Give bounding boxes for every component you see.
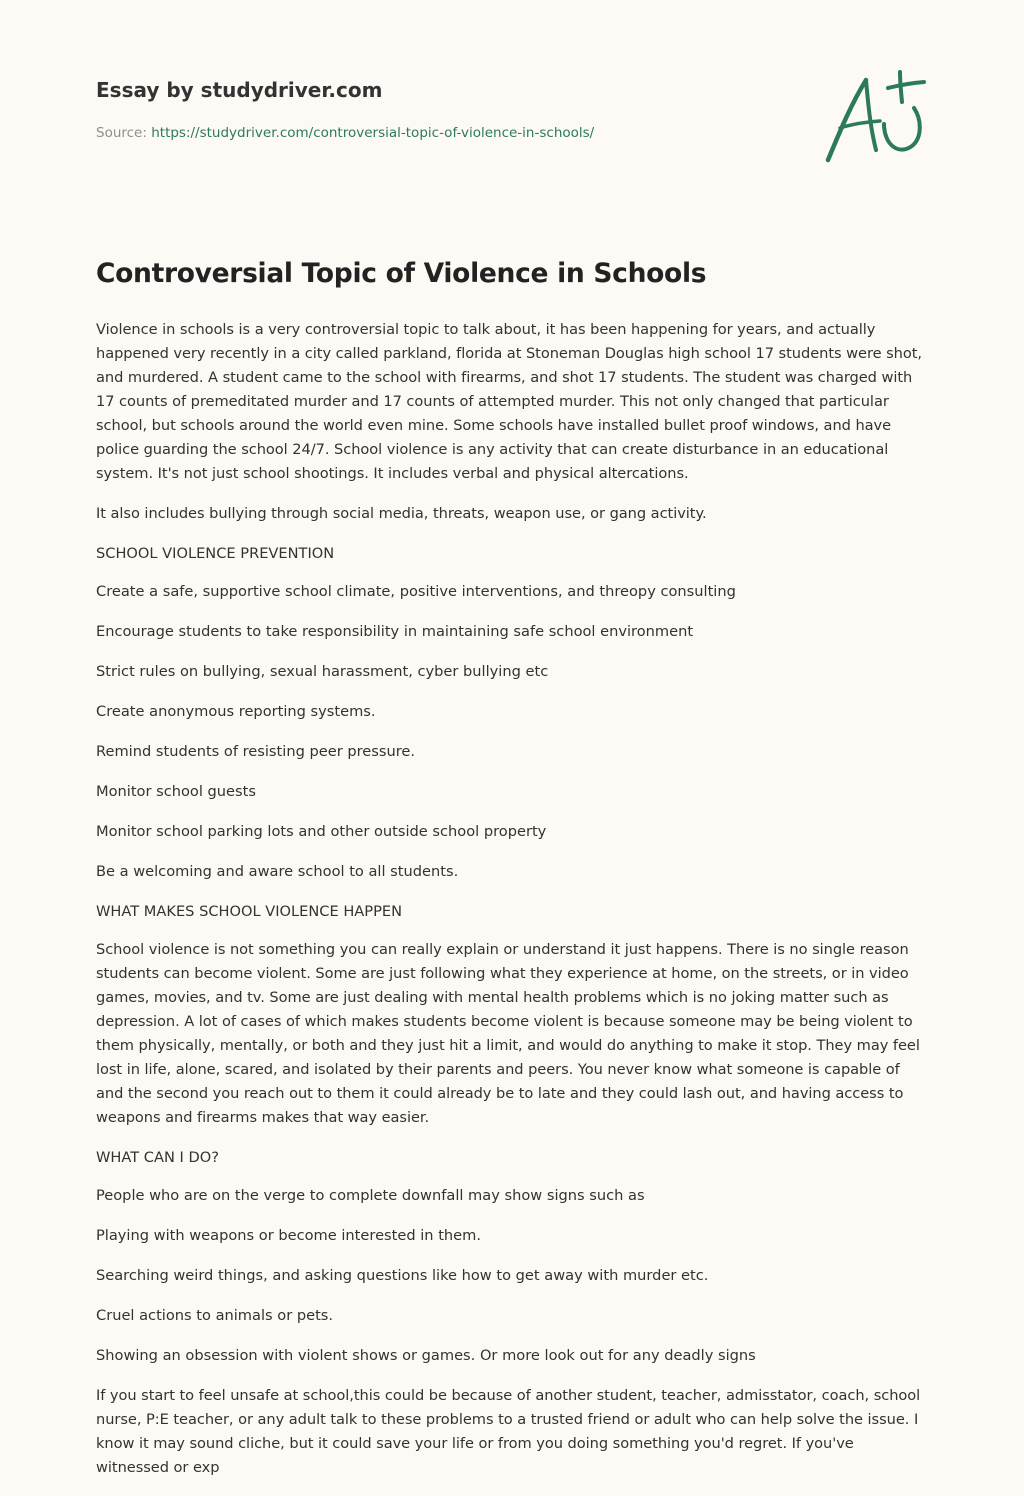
- source-link[interactable]: https://studydriver.com/controversial-topic-of-violence-in-schools/: [151, 125, 595, 141]
- section-heading: WHAT MAKES SCHOOL VIOLENCE HAPPEN: [96, 903, 403, 920]
- list-item: Remind students of resisting peer pressure.: [96, 743, 416, 760]
- essay-title: Controversial Topic of Violence in Schools: [96, 258, 707, 289]
- list-item: Searching weird things, and asking questions like how to get away with murder etc.: [96, 1267, 709, 1284]
- list-item: Cruel actions to animals or pets.: [96, 1307, 334, 1324]
- list-item: Strict rules on bullying, sexual harassment, cyber bullying etc: [96, 663, 549, 680]
- a-plus-logo-icon: [818, 66, 930, 166]
- site-title: Essay by studydriver.com: [96, 78, 383, 102]
- list-item: Create a safe, supportive school climate, positive interventions, and threopy consulting: [96, 583, 736, 600]
- list-item: Encourage students to take responsibility in maintaining safe school environment: [96, 623, 694, 640]
- list-item: Monitor school parking lots and other outside school property: [96, 823, 547, 840]
- list-item: Showing an obsession with violent shows or games. Or more look out for any deadly signs: [96, 1347, 756, 1364]
- source-label: Source:: [96, 125, 147, 141]
- list-item: Monitor school guests: [96, 783, 256, 800]
- section-heading: WHAT CAN I DO?: [96, 1149, 219, 1166]
- paragraph: Violence in schools is a very controversial topic to talk about, it has been happening for years, and actually happened very recently in a city called parkland, florida at Stoneman Douglas high school 17 students were shot, and murdered. A student came to the school with firearms, and shot 17 students. The student was charged with 17 counts of premeditated murder and 17 counts of attempted murder. This not only changed that particular school, but schools around the world even mine. Some schools have installed bullet proof windows, and have police guarding the school 24/7. School violence is any activity that can create disturbance in an educational system. It's not just school shootings. It includes verbal and physical altercations.: [96, 321, 922, 482]
- essay-body: [96, 256, 928, 1496]
- paragraph: If you start to feel unsafe at school,this could be because of another student, teacher, admisstator, coach, school nurse, P:E teacher, or any adult talk to these problems to a trusted friend or adult who can help solve the issue. I know it may sound cliche, but it could save your life or from you doing something you'd regret. If you've witnessed or exp: [96, 1387, 921, 1476]
- essay-content: [96, 318, 928, 1480]
- list-item: Create anonymous reporting systems.: [96, 703, 376, 720]
- list-item: Playing with weapons or become interested in them.: [96, 1227, 481, 1244]
- paragraph: It also includes bullying through social media, threats, weapon use, or gang activity.: [96, 505, 707, 522]
- page-header: [96, 76, 594, 142]
- list-item: People who are on the verge to complete downfall may show signs such as: [96, 1187, 645, 1204]
- list-item: Be a welcoming and aware school to all students.: [96, 863, 459, 880]
- source-line: [96, 124, 594, 142]
- section-heading: SCHOOL VIOLENCE PREVENTION: [96, 545, 335, 562]
- paragraph: School violence is not something you can really explain or understand it just happens. There is no single reason students can become violent. Some are just following what they experience at home, on the streets, or in video games, movies, and tv. Some are just dealing with mental health problems which is no joking matter such as depression. A lot of cases of which makes students become violent is because someone may be being violent to them physically, mentally, or both and they just hit a limit, and would do anything to make it stop. They may feel lost in life, alone, scared, and isolated by their parents and peers. You never know what someone is capable of and the second you reach out to them it could already be to late and they could lash out, and having access to weapons and firearms makes that way easier.: [96, 941, 920, 1126]
